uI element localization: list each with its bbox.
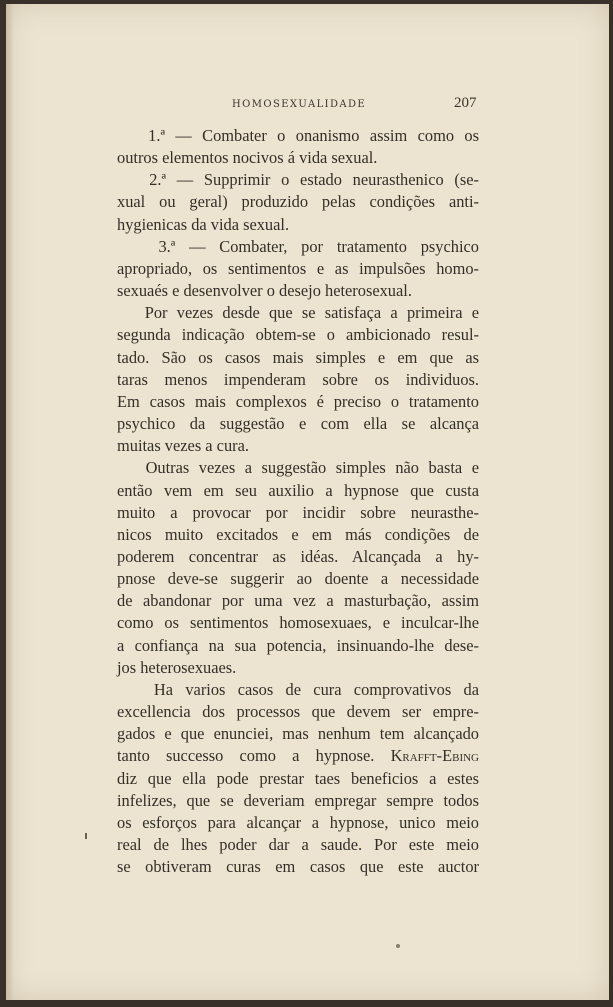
page-number: 207 [454,95,477,111]
text-line: hygienicas da vida sexual. [117,214,290,234]
text-line: Por vezes desde que se satisfaça a primeira e [117,303,479,323]
text-line: como os sentimentos homosexuaes, e inculcar-lhe [117,613,479,633]
text-line: 1.ª — Combater o onanismo assim como os [117,126,479,145]
text-line: Ha varios casos de cura comprovativos da [117,679,479,699]
text-line: taras menos impenderam sobre os individuos. [117,369,479,389]
body-text [117,125,479,878]
text-line: Em casos mais complexos é preciso o tratamento [117,391,479,411]
text-line: xual ou geral) produzido pelas condições anti- [117,192,479,212]
text-line: Outras vezes a suggestão simples não basta e [117,458,479,478]
book-page [6,4,609,1000]
page-speck [396,944,400,948]
text-line: de abandonar por uma vez a masturbação, assim [117,591,479,611]
text-line: então vem em seu auxilio a hypnose que custa [117,480,479,500]
text-line: excellencia dos processos que devem ser empre- [117,702,479,722]
text-line: gados e que enunciei, mas nenhum tem alcançado [117,724,479,744]
text-line: tado. São os casos mais simples e em que as [117,347,479,367]
text-line: poderem concentrar as idéas. Alcançada a hy- [117,546,479,566]
text-line: nicos muito excitados e em más condições de [117,524,479,544]
text-line: a confiança na sua potencia, insinuando-lhe dese- [117,635,479,655]
text-line: pnose deve-se suggerir ao doente a necessidade [117,569,479,589]
text-line: muitas vezes a cura. [117,436,249,456]
text-line: muito a provocar por incidir sobre neurasthe- [117,502,479,522]
text-line: 2.ª — Supprimir o estado neurasthenico (se- [117,170,479,190]
text-line: psychico da suggestão e com ella se alcança [117,414,479,434]
text-line: os esforços para alcançar a hypnose, unico meio [117,812,479,832]
author-name: Krafft-Ebing [390,746,479,766]
text-line: se obtiveram curas em casos que este auctor [117,857,479,877]
text-line: apropriado, os sentimentos e as impulsões homo- [117,258,479,278]
text-line: real de lhes poder dar a saude. Por este meio [117,835,479,854]
text-line: jos heterosexuaes. [117,657,237,677]
text-line: 3.ª — Combater, por tratamento psychico [117,236,479,256]
text-line: infelizes, que se deveriam empregar sempre todos [117,790,479,810]
text-line: sexuaés e desenvolver o desejo heterosexual. [117,281,412,301]
running-title: HOMOSEXUALIDADE [232,99,367,110]
text-line-part: tanto successo como a hypnose. [117,746,391,766]
text-line: segunda indicação obtem-se o ambicionado resul- [117,325,479,345]
text-line-with-author [117,745,479,767]
text-line: diz que ella pode prestar taes beneficios a estes [117,768,479,788]
text-line: outros elementos nocivos á vida sexual. [117,148,378,168]
margin-mark [85,833,87,839]
page-shadow-edge [6,4,14,1000]
